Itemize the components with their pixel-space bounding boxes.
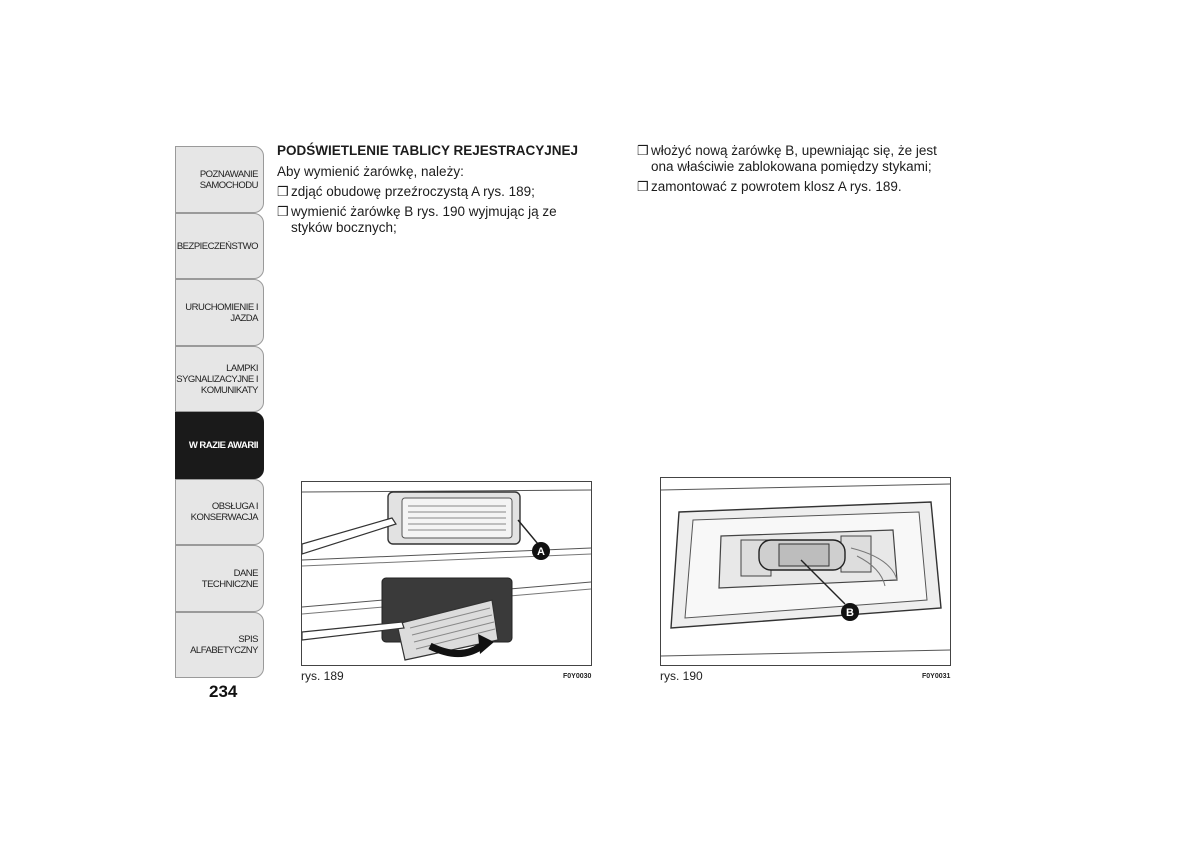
list-item: ❒ zdjąć obudowę przeźroczystą A rys. 189; [277,184,535,199]
bulb-replacement-drawing [661,478,950,665]
checkbox-bullet-icon: ❒ [277,184,289,199]
tab-dane-techniczne[interactable]: DANE TECHNICZNE [175,545,264,612]
figure-189-code: F0Y0030 [563,673,592,680]
figure-190-code: F0Y0031 [922,673,951,680]
tab-poznawanie-samochodu[interactable]: POZNAWANIE SAMOCHODU [175,146,264,213]
left-column [277,143,582,240]
tab-uruchomienie-i-jazda[interactable]: URUCHOMIENIE I JAZDA [175,279,264,346]
tab-bezpieczenstwo[interactable]: BEZPIECZEŃSTWO [175,213,264,279]
figure-190-illustration [660,477,951,666]
callout-b-label: B [846,607,854,619]
checkbox-bullet-icon: ❒ [277,204,289,219]
page-number: 234 [209,682,238,701]
tab-spis-alfabetyczny[interactable]: SPIS ALFABETYCZNY [175,612,264,678]
figure-189-caption: rys. 189 [301,669,344,683]
figure-189-illustration [301,481,592,666]
section-heading: PODŚWIETLENIE TABLICY REJESTRACYJNEJ [277,143,579,158]
callout-a-label: A [537,546,545,558]
checkbox-bullet-icon: ❒ [637,179,649,194]
tab-w-razie-awarii[interactable]: W RAZIE AWARII [175,412,264,479]
list-item: ❒ wymienić żarówkę B rys. 190 wyjmując ją ze styków bocznych; [277,204,557,235]
right-column [637,143,957,199]
tab-lampki-sygnalizacyjne[interactable]: LAMPKI SYGNALIZACYJNE I KOMUNIKATY [175,346,264,412]
figure-190-caption: rys. 190 [660,669,703,683]
list-item: ❒ zamontować z powrotem klosz A rys. 189. [637,179,902,194]
intro-text: Aby wymienić żarówkę, należy: [277,164,464,179]
tab-obsluga-i-konserwacja[interactable]: OBSŁUGA I KONSERWACJA [175,479,264,545]
list-item: ❒ włożyć nową żarówkę B, upewniając się, że jest ona właściwie zablokowana pomiędzy stykami; [637,143,937,174]
license-plate-lamp-removal-drawing [302,482,591,665]
checkbox-bullet-icon: ❒ [637,143,649,158]
